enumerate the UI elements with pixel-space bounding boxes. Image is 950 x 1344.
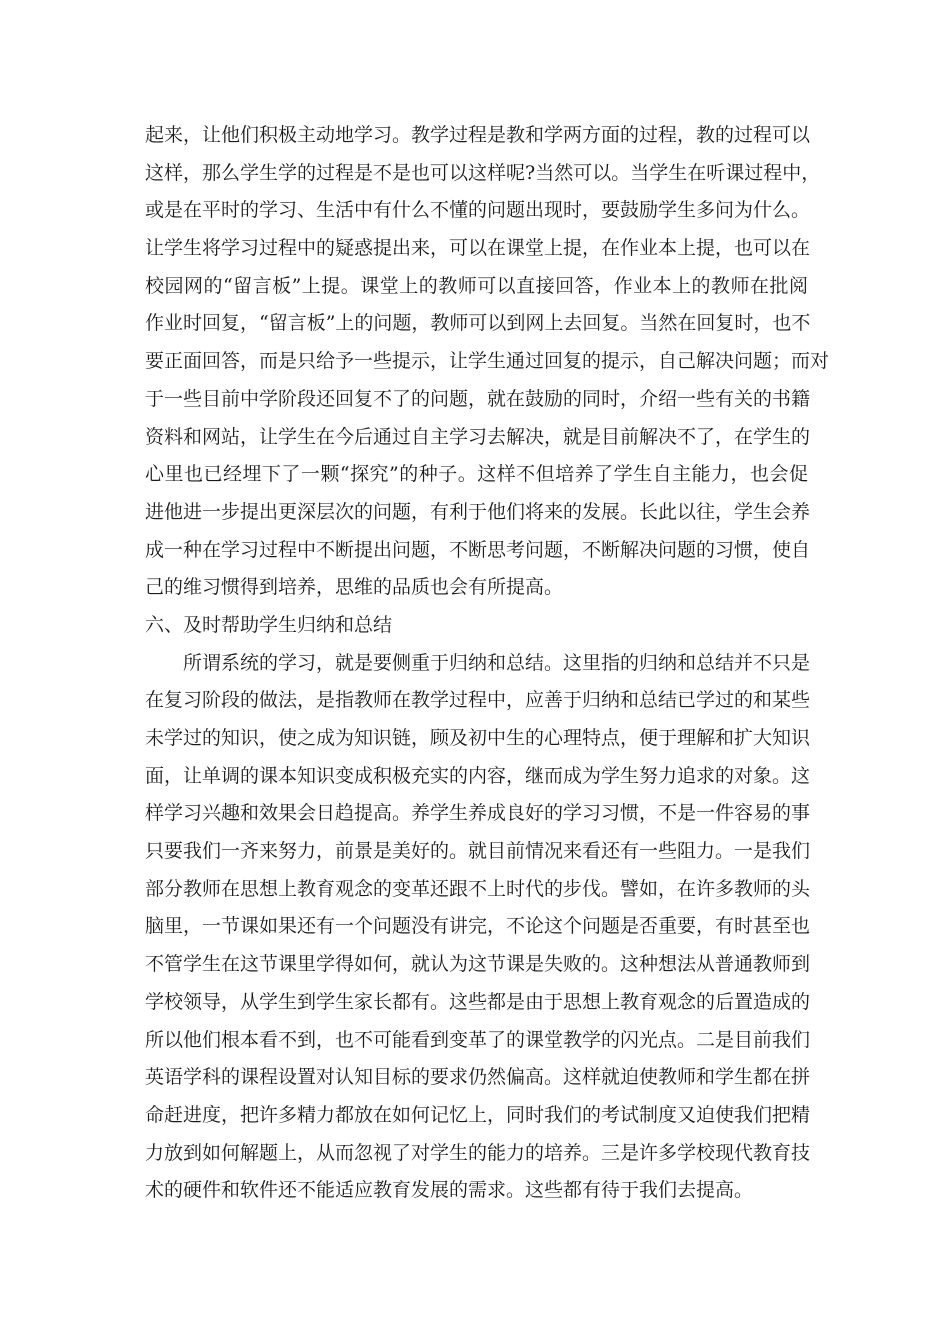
text-line: 样学习兴趣和效果会日趋提高。养学生养成良好的学习习惯，不是一件容易的事 xyxy=(145,802,811,825)
text-line: 成一种在学习过程中不断提出问题，不断思考问题，不断解决问题的习惯，使自 xyxy=(145,538,811,561)
text-line: 术的硬件和软件还不能适应教育发展的需求。这些都有待于我们去提高。 xyxy=(145,1179,754,1202)
text-line: 所以他们根本看不到，也不可能看到变革了的课堂教学的闪光点。二是目前我们 xyxy=(145,1028,811,1051)
text-line: 所谓系统的学习，就是要侧重于归纳和总结。这里指的归纳和总结并不只是 xyxy=(183,651,811,674)
text-line: 不管学生在这节课里学得如何，就认为这节课是失败的。这种想法从普通教师到 xyxy=(145,953,811,976)
section-heading xyxy=(145,607,808,645)
text-line: 起来，让他们积极主动地学习。教学过程是教和学两方面的过程，教的过程可以 xyxy=(145,124,811,146)
text-line: 面，让单调的课本知识变成积极充实的内容，继而成为学生努力追求的对象。这 xyxy=(145,764,811,787)
text-line: 或是在平时的学习、生活中有什么不懂的问题出现时，要鼓励学生多问为什么。 xyxy=(145,199,811,222)
text-line: 心里也已经埋下了一颗“探究”的种子。这样不但培养了学生自主能力，也会促 xyxy=(145,463,808,486)
text-line: 要正面回答，而是只给予一些提示，让学生通过回复的提示，自己解决问题；而对 xyxy=(145,350,830,373)
text-line: 作业时回复，“留言板”上的问题，教师可以到网上去回复。当然在回复时，也不 xyxy=(145,312,811,335)
text-line: 部分教师在思想上教育观念的变革还跟不上时代的步伐。譬如，在许多教师的头 xyxy=(145,877,811,900)
paragraph-continuation xyxy=(145,117,830,607)
text-line: 脑里，一节课如果还有一个问题没有讲完，不论这个问题是否重要，有时甚至也 xyxy=(145,915,811,938)
text-line: 让学生将学习过程中的疑惑提出来，可以在课堂上提，在作业本上提，也可以在 xyxy=(145,237,811,260)
text-line: 己的维习惯得到培养，思维的品质也会有所提高。 xyxy=(145,576,564,599)
text-line: 学校领导，从学生到学生家长都有。这些都是由于思想上教育观念的后置造成的 xyxy=(145,990,811,1013)
text-line: 在复习阶段的做法，是指教师在教学过程中，应善于归纳和总结已学过的和某些 xyxy=(145,689,811,712)
text-line: 未学过的知识，使之成为知识链，顾及初中生的心理特点，便于理解和扩大知识 xyxy=(145,727,811,749)
section-heading-text: 六、及时帮助学生归纳和总结 xyxy=(145,613,393,636)
text-line: 英语学科的课程设置对认知目标的要求仍然偏高。这样就迫使教师和学生都在拼 xyxy=(145,1066,811,1089)
text-line: 校园网的“留言板”上提。课堂上的教师可以直接回答，作业本上的教师在批阅 xyxy=(145,274,808,297)
text-line: 资料和网站，让学生在今后通过自主学习去解决，就是目前解决不了，在学生的 xyxy=(145,425,811,448)
text-line: 进他进一步提出更深层次的问题，有利于他们将来的发展。长此以往，学生会养 xyxy=(145,500,811,523)
text-line: 于一些目前中学阶段还回复不了的问题，就在鼓励的同时，介绍一些有关的书籍 xyxy=(145,387,811,410)
text-line: 力放到如何解题上，从而忽视了对学生的能力的培养。三是许多学校现代教育技 xyxy=(145,1141,811,1164)
text-line: 命赶进度，把许多精力都放在如何记忆上，同时我们的考试制度又迫使我们把精 xyxy=(145,1103,811,1126)
text-line: 只要我们一齐来努力，前景是美好的。就目前情况来看还有一些阻力。一是我们 xyxy=(145,840,811,863)
text-line: 这样，那么学生学的过程是不是也可以这样呢?当然可以。当学生在听课过程中， xyxy=(145,161,821,184)
paragraph-summary xyxy=(145,645,811,1210)
